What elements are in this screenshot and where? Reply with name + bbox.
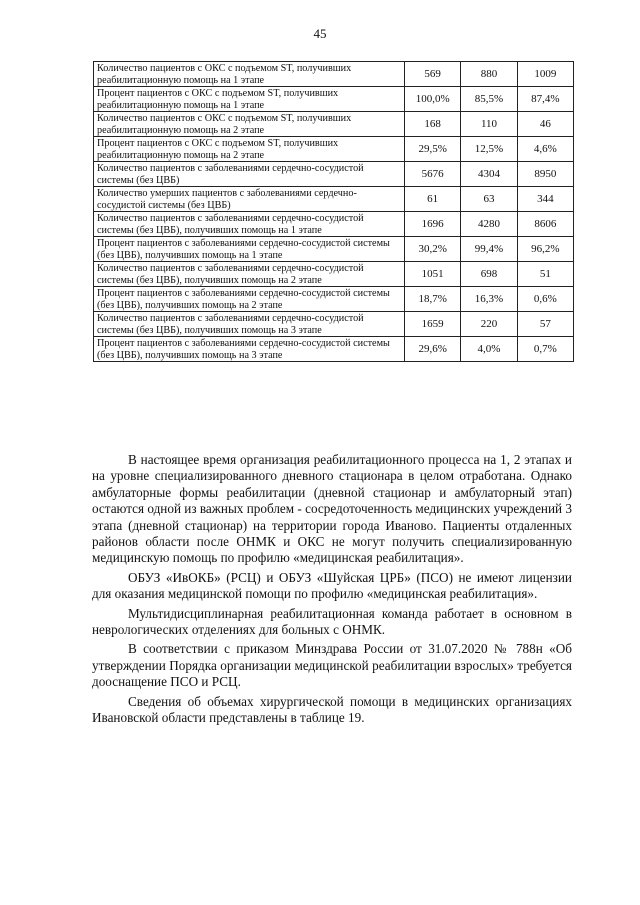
row-value-3: 0,7% bbox=[517, 337, 573, 362]
table-row bbox=[94, 187, 574, 212]
row-label: Процент пациентов с ОКС с подъемом ST, получивших реабилитационную помощь на 1 этапе bbox=[94, 87, 405, 112]
row-value-1: 168 bbox=[405, 112, 461, 137]
page-number: 45 bbox=[313, 26, 327, 41]
row-value-1: 29,5% bbox=[405, 137, 461, 162]
row-value-1: 29,6% bbox=[405, 337, 461, 362]
table-row bbox=[94, 62, 574, 87]
table-row bbox=[94, 212, 574, 237]
row-value-3: 46 bbox=[517, 112, 573, 137]
row-value-1: 30,2% bbox=[405, 237, 461, 262]
table-row bbox=[94, 162, 574, 187]
row-value-2: 85,5% bbox=[461, 87, 517, 112]
row-value-2: 220 bbox=[461, 312, 517, 337]
row-label: Процент пациентов с заболеваниями сердечно-сосудистой системы (без ЦВБ), получивших помощь на 1 этапе bbox=[94, 237, 405, 262]
row-label: Количество пациентов с заболеваниями сердечно-сосудистой системы (без ЦВБ), получивших помощь на 3 этапе bbox=[94, 312, 405, 337]
paragraph: ОБУЗ «ИвОКБ» (РСЦ) и ОБУЗ «Шуйская ЦРБ» (ПСО) не имеют лицензии для оказания медицинской помощи по профилю «медицинская реабилитация». bbox=[92, 569, 572, 602]
row-value-1: 1696 bbox=[405, 212, 461, 237]
paragraph: Мультидисциплинарная реабилитационная команда работает в основном в неврологических отделениях для больных с ОНМК. bbox=[92, 605, 572, 638]
row-value-3: 96,2% bbox=[517, 237, 573, 262]
row-value-3: 51 bbox=[517, 262, 573, 287]
row-label: Количество умерших пациентов с заболеваниями сердечно-сосудистой системы (без ЦВБ) bbox=[94, 187, 405, 212]
row-value-3: 57 bbox=[517, 312, 573, 337]
row-label: Количество пациентов с ОКС с подъемом ST, получивших реабилитационную помощь на 2 этапе bbox=[94, 112, 405, 137]
row-value-1: 18,7% bbox=[405, 287, 461, 312]
row-value-2: 12,5% bbox=[461, 137, 517, 162]
table-row bbox=[94, 262, 574, 287]
row-label: Количество пациентов с ОКС с подъемом ST, получивших реабилитационную помощь на 1 этапе bbox=[94, 62, 405, 87]
row-value-2: 16,3% bbox=[461, 287, 517, 312]
table-row bbox=[94, 112, 574, 137]
statistics-table-body bbox=[94, 62, 574, 362]
row-value-2: 63 bbox=[461, 187, 517, 212]
paragraph: В настоящее время организация реабилитационного процесса на 1, 2 этапах и на уровне специализированного дневного стационара в целом отработана. Однако амбулаторные формы реабилитации (дневной стационар и амбулаторный этап) остаются одной из важных проблем - сосредоточенность медицинских учреждений 3 этапа (дневной стационар) на территории города Иваново. Пациенты отдаленных районов области после ОНМК и ОКС не могут получить специализированную медицинскую помощь по профилю «медицинская реабилитация». bbox=[92, 452, 572, 566]
row-value-3: 344 bbox=[517, 187, 573, 212]
row-value-3: 87,4% bbox=[517, 87, 573, 112]
row-value-2: 698 bbox=[461, 262, 517, 287]
row-value-1: 1659 bbox=[405, 312, 461, 337]
row-value-1: 569 bbox=[405, 62, 461, 87]
row-value-2: 110 bbox=[461, 112, 517, 137]
row-value-3: 8950 bbox=[517, 162, 573, 187]
statistics-table bbox=[93, 61, 574, 362]
paragraph: В соответствии с приказом Минздрава России от 31.07.2020 № 788н «Об утверждении Порядка организации медицинской реабилитации взрослых» требуется дооснащение ПСО и РСЦ. bbox=[92, 641, 572, 690]
table-row bbox=[94, 312, 574, 337]
row-value-3: 4,6% bbox=[517, 137, 573, 162]
table-row bbox=[94, 337, 574, 362]
row-label: Количество пациентов с заболеваниями сердечно-сосудистой системы (без ЦВБ), получивших помощь на 1 этапе bbox=[94, 212, 405, 237]
table-row bbox=[94, 137, 574, 162]
row-label: Процент пациентов с заболеваниями сердечно-сосудистой системы (без ЦВБ), получивших помощь на 3 этапе bbox=[94, 337, 405, 362]
body-text bbox=[92, 452, 572, 730]
row-value-2: 4280 bbox=[461, 212, 517, 237]
row-label: Процент пациентов с заболеваниями сердечно-сосудистой системы (без ЦВБ), получивших помощь на 2 этапе bbox=[94, 287, 405, 312]
row-value-3: 1009 bbox=[517, 62, 573, 87]
table-row bbox=[94, 87, 574, 112]
row-value-3: 0,6% bbox=[517, 287, 573, 312]
table-row bbox=[94, 237, 574, 262]
table-row bbox=[94, 287, 574, 312]
row-value-1: 61 bbox=[405, 187, 461, 212]
row-value-2: 880 bbox=[461, 62, 517, 87]
row-value-2: 4,0% bbox=[461, 337, 517, 362]
row-value-3: 8606 bbox=[517, 212, 573, 237]
row-value-1: 1051 bbox=[405, 262, 461, 287]
row-value-2: 4304 bbox=[461, 162, 517, 187]
row-value-1: 100,0% bbox=[405, 87, 461, 112]
row-value-1: 5676 bbox=[405, 162, 461, 187]
row-value-2: 99,4% bbox=[461, 237, 517, 262]
row-label: Процент пациентов с ОКС с подъемом ST, получивших реабилитационную помощь на 2 этапе bbox=[94, 137, 405, 162]
row-label: Количество пациентов с заболеваниями сердечно-сосудистой системы (без ЦВБ) bbox=[94, 162, 405, 187]
paragraph: Сведения об объемах хирургической помощи в медицинских организациях Ивановской области представлены в таблице 19. bbox=[92, 693, 572, 726]
row-label: Количество пациентов с заболеваниями сердечно-сосудистой системы (без ЦВБ), получивших помощь на 2 этапе bbox=[94, 262, 405, 287]
